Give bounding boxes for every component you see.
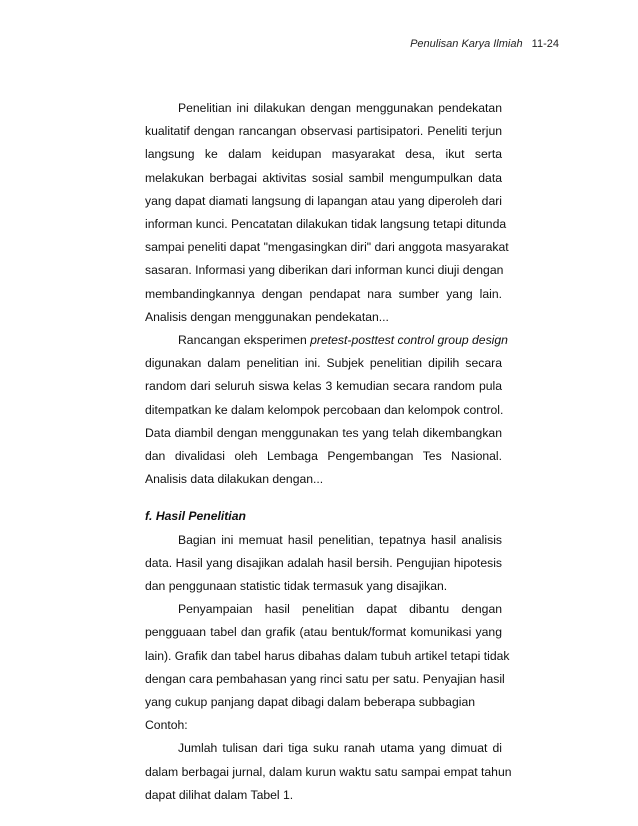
text-line: Analisis dengan menggunakan pendekatan... <box>145 309 389 324</box>
header-title: Penulisan Karya Ilmiah <box>410 38 523 50</box>
text-line: dan penggunaan statistic tidak termasuk yang disajikan. <box>145 579 448 594</box>
paragraph-results-intro <box>145 529 502 599</box>
text-line: pengguaan tabel dan grafik (atau bentuk/format komunikasi yang <box>145 625 502 640</box>
text-line: Data diambil dengan menggunakan tes yang telah dikembangkan <box>145 425 502 440</box>
text-line: melakukan berbagai aktivitas sosial sambil mengumpulkan data <box>145 170 502 185</box>
text-line: langsung ke dalam keidupan masyarakat desa, ikut serta <box>145 147 502 162</box>
text-line: yang dapat diamati langsung di lapangan atau yang diperoleh dari <box>145 193 502 208</box>
text-line: sampai peneliti dapat "mengasingkan diri" dari anggota masyarakat <box>145 240 509 255</box>
text-line: random dari seluruh siswa kelas 3 kemudian secara random pula <box>145 379 502 394</box>
paragraph-results-presentation <box>145 598 510 737</box>
section-heading: f. Hasil Penelitian <box>145 509 246 524</box>
text-run: Rancangan eksperimen <box>178 333 311 348</box>
paragraph-results-example <box>145 737 512 807</box>
italic-term: pretest-posttest control group design <box>310 333 508 348</box>
text-line: Bagian ini memuat hasil penelitian, tepatnya hasil analisis <box>178 532 502 547</box>
text-line: ditempatkan ke dalam kelompok percobaan dan kelompok control. <box>145 402 504 417</box>
page-header <box>410 38 559 50</box>
text-line <box>145 329 508 352</box>
text-line: lain). Grafik dan tabel harus dibahas dalam tubuh artikel tetapi tidak <box>145 648 510 663</box>
text-line: yang cukup panjang dapat dibagi dalam beberapa subbagian <box>145 695 476 710</box>
text-line: kualitatif dengan rancangan observasi partisipatori. Peneliti terjun <box>145 124 502 139</box>
paragraph-methods-experimental <box>145 329 508 491</box>
text-line: dengan cara pembahasan yang rinci satu per satu. Penyajian hasil <box>145 671 505 686</box>
text-line: digunakan dalam penelitian ini. Subjek penelitian dipilih secara <box>145 356 502 371</box>
text-line: Analisis data dilakukan dengan... <box>145 472 324 487</box>
text-line: dapat dilihat dalam Tabel 1. <box>145 787 294 802</box>
page-number: 11-24 <box>531 38 559 50</box>
text-line: Penelitian ini dilakukan dengan menggunakan pendekatan <box>178 101 502 115</box>
text-line: membandingkannya dengan pendapat nara sumber yang lain. <box>145 286 502 301</box>
text-line: data. Hasil yang disajikan adalah hasil bersih. Pengujian hipotesis <box>145 555 502 570</box>
text-line: sasaran. Informasi yang diberikan dari informan kunci diuji dengan <box>145 263 504 278</box>
paragraph-methods-qualitative <box>145 97 509 329</box>
page-body <box>145 97 512 807</box>
text-line: Penyampaian hasil penelitian dapat dibantu dengan <box>178 602 502 617</box>
text-line: informan kunci. Pencatatan dilakukan tidak langsung tetapi ditunda <box>145 217 507 232</box>
text-line: dalam berbagai jurnal, dalam kurun waktu satu sampai empat tahun <box>145 764 512 779</box>
text-line: Contoh: <box>145 718 188 733</box>
text-line: dan divalidasi oleh Lembaga Pengembangan Tes Nasional. <box>145 449 502 464</box>
text-line: Jumlah tulisan dari tiga suku ranah utama yang dimuat di <box>178 741 502 756</box>
